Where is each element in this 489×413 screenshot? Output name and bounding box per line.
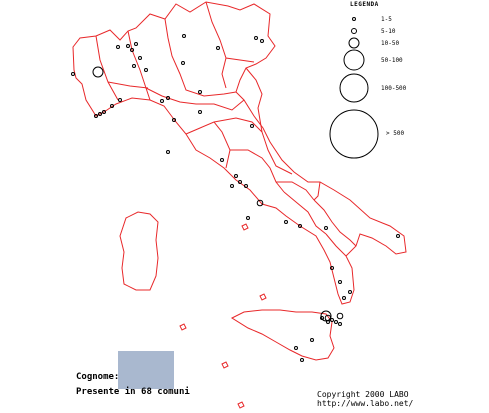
region-line [128,31,150,100]
region-line [96,36,118,100]
marker-1-5 [311,339,314,342]
marker-1-5 [295,347,298,350]
marker-1-5 [199,111,202,114]
surname-label: Cognome: [76,372,120,382]
region-line [276,182,314,200]
marker-1-5 [339,281,342,284]
region-line [284,192,326,234]
marker-10-50 [93,67,103,77]
marker-1-5 [127,45,130,48]
marker-1-5 [135,43,138,46]
legend-symbols [330,18,378,159]
marker-1-5 [72,73,75,76]
legend-label-50-100: 50-100 [381,57,403,64]
marker-1-5 [231,185,234,188]
marker-1-5 [285,221,288,224]
copyright-url[interactable]: http://www.labo.net/ [317,399,414,408]
marker-1-5 [119,99,122,102]
legend-title: LEGENDA [350,1,379,8]
marker-5-10 [337,313,343,319]
comuni-count: Presente in 68 comuni [76,387,190,397]
island [222,362,228,368]
marker-1-5 [217,47,220,50]
marker-1-5 [397,235,400,238]
marker-1-5 [139,57,142,60]
marker-1-5 [133,65,136,68]
island [238,402,244,408]
region-line [314,200,356,246]
region-line [146,88,244,110]
marker-1-5 [301,359,304,362]
sicily-outline [232,310,334,360]
marker-1-5 [183,35,186,38]
marker-1-5 [339,323,342,326]
region-line [326,234,346,256]
marker-1-5 [199,91,202,94]
legend-symbol-100-500 [340,74,368,102]
region-line [314,182,320,200]
legend-symbol-5-10 [352,29,357,34]
marker-1-5 [251,125,254,128]
marker-1-5 [247,217,250,220]
marker-1-5 [167,151,170,154]
marker-1-5 [261,40,264,43]
island [180,324,186,330]
marker-1-5 [239,181,242,184]
legend-label-5-10: 5-10 [381,28,396,35]
marker-1-5 [335,321,338,324]
marker-1-5 [343,297,346,300]
marker-1-5 [221,159,224,162]
region-line [108,82,148,88]
legend-label-1-5: 1-5 [381,16,392,23]
legend-symbol-over-500 [330,110,378,158]
legend-label-10-50: 10-50 [381,40,400,47]
legend-label-over-500: > 500 [386,130,405,137]
marker-1-5 [111,105,114,108]
marker-1-5 [145,69,148,72]
copyright-text: Copyright 2000 LABO [317,390,409,399]
island [260,294,266,300]
region-line [230,150,284,192]
legend-symbol-1-5 [353,18,356,21]
legend-symbol-50-100 [344,50,364,70]
legend-label-100-500: 100-500 [381,85,407,92]
region-line [206,2,254,62]
marker-1-5 [161,100,164,103]
legend-symbol-10-50 [349,38,359,48]
region-borders [73,2,406,408]
occurrence-markers [72,35,400,362]
region-line [214,118,262,132]
region-line [222,58,226,88]
marker-1-5 [349,291,352,294]
marker-1-5 [235,175,238,178]
island [242,224,248,230]
surname-redaction [118,351,174,389]
sardinia-outline [120,212,158,290]
marker-1-5 [245,185,248,188]
marker-1-5 [117,46,120,49]
region-line [246,68,262,132]
marker-1-5 [255,37,258,40]
marker-1-5 [325,227,328,230]
marker-1-5 [182,62,185,65]
